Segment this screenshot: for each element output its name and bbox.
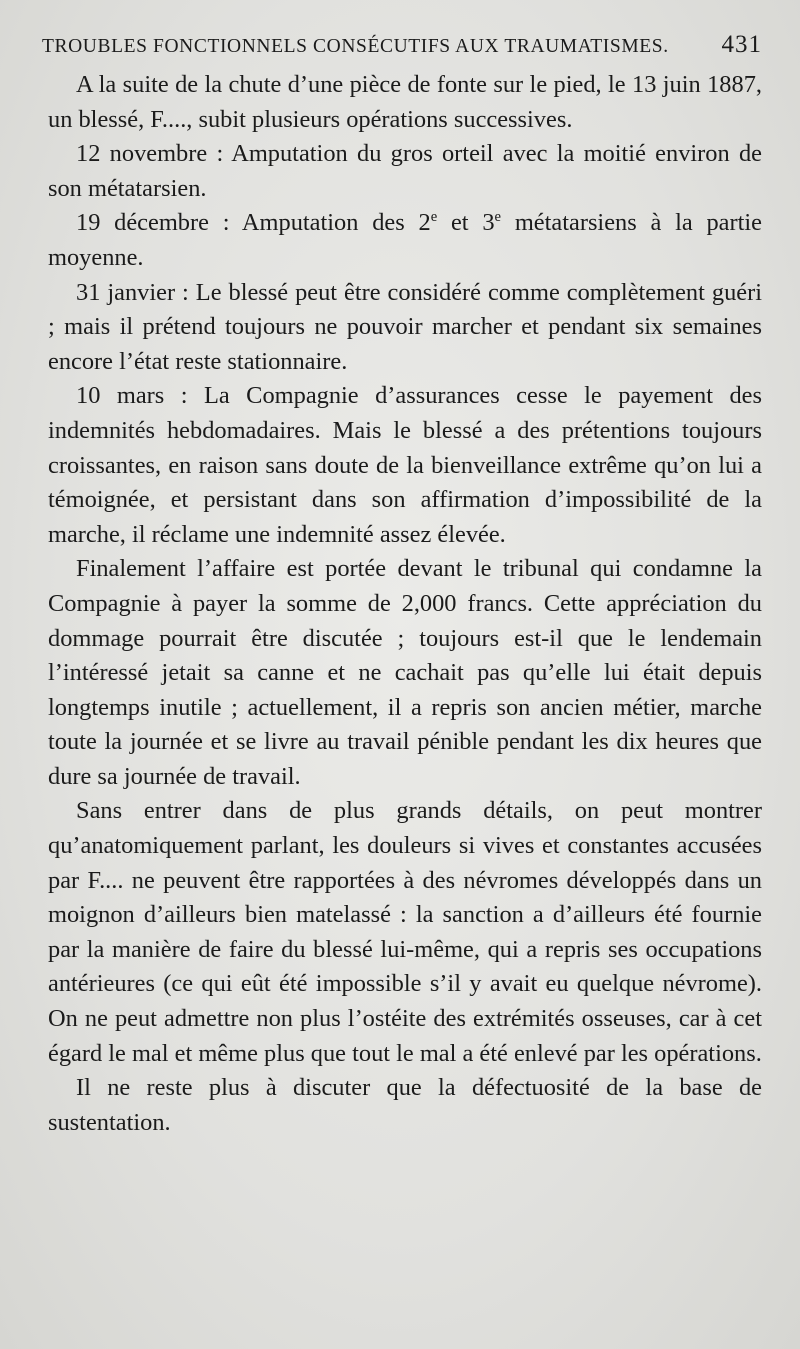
paragraph-tribunal: Finalement l’affaire est portée devant le tribunal qui condamne la Compagnie à payer la somme de 2,000 francs. Cette appréciation du dommage pourrait être discutée ; toujours est-il que le lendemain l’intéressé jetait sa canne et ne cachait pas qu’elle lui était depuis longtemps inutile ; actuellement, il a repris son ancien métier, marche toute la journée et se livre au travail pénible pendant les dix heures que dure sa journée de travail. bbox=[48, 555, 762, 790]
book-page bbox=[40, 22, 762, 1140]
paragraph-intro: A la suite de la chute d’une pièce de fonte sur le pied, le 13 juin 1887, un blessé, F...., subit plusieurs opérations successives. bbox=[48, 71, 762, 133]
body-text bbox=[40, 68, 762, 1140]
running-title: TROUBLES FONCTIONNELS CONSÉCUTIFS AUX TRAUMATISMES. bbox=[42, 36, 669, 57]
page-number: 431 bbox=[721, 31, 762, 58]
running-header bbox=[40, 22, 762, 68]
paragraph-10-mars: 10 mars : La Compagnie d’assurances cesse le payement des indemnités hebdomadaires. Mais le blessé a des prétentions toujours croissantes, en raison sans doute de la bienveillance extrême qu’on lui a témoignée, et persistant dans son affirmation d’impossibilité de la marche, il réclame une indemnité assez élevée. bbox=[48, 382, 762, 548]
paragraph-analyse: Sans entrer dans de plus grands détails, on peut montrer qu’anatomiquement parlant, les douleurs si vives et constantes accusées par F.... ne peuvent être rapportées à des névromes développés dans un moignon d’ailleurs bien matelassé : la sanction a d’ailleurs été fournie par la manière de faire du blessé lui-même, qui a repris ses occupations antérieures (ce qui eût été impossible s’il y avait eu quelque névrome). On ne peut admettre non plus l’ostéite des extrémités osseuses, car à cet égard le mal et même plus que tout le mal a été enlevé par les opérations. bbox=[48, 797, 762, 1067]
paragraph-19-decembre: 19 décembre : Amputation des 2e et 3e métatarsiens à la partie moyenne. bbox=[48, 209, 762, 271]
paragraph-31-janvier: 31 janvier : Le blessé peut être considéré comme complètement guéri ; mais il prétend toujours ne pouvoir marcher et pendant six semaines encore l’état reste stationnaire. bbox=[48, 278, 762, 375]
paragraph-12-novembre: 12 novembre : Amputation du gros orteil avec la moitié environ de son métatarsien. bbox=[48, 140, 762, 202]
paragraph-conclusion: Il ne reste plus à discuter que la défectuosité de la base de sustentation. bbox=[48, 1074, 762, 1136]
